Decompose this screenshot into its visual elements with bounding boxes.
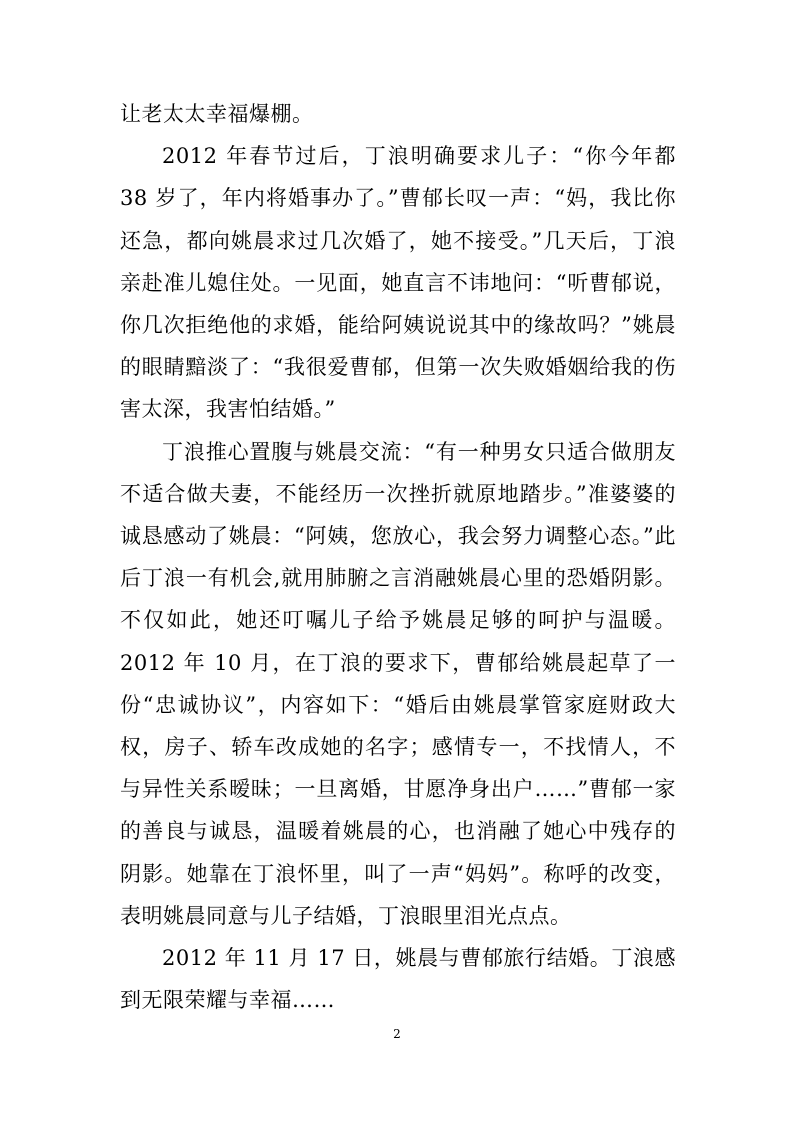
paragraph-loyalty-agreement: 丁浪推心置腹与姚晨交流：“有一种男女只适合做朋友不适合做夫妻，不能经历一次挫折就原地踏步。”准婆婆的诚恳感动了姚晨：“阿姨，您放心，我会努力调整心态。”此后丁浪一有机会,就用肺腑之言消融姚晨心里的恐婚阴影。不仅如此，她还叮嘱儿子给予姚晨足够的呵护与温暖。2012 年 10 月，在丁浪的要求下，曹郁给姚晨起草了一份“忠诚协议”，内容如下：“婚后由姚晨掌管家庭财政大权，房子、轿车改成她的名字；感情专一，不找情人，不与异性关系暧昧；一旦离婚，甘愿净身出户……”曹郁一家的善良与诚恳，温暖着姚晨的心，也消融了她心中残存的阴影。她靠在丁浪怀里，叫了一声“妈妈”。称呼的改变，表明姚晨同意与儿子结婚，丁浪眼里泪光点点。: [120, 439, 676, 928]
paragraph-wedding: 2012 年 11 月 17 日，姚晨与曹郁旅行结婚。丁浪感到无限荣耀与幸福……: [120, 946, 676, 1013]
body-text: [120, 93, 676, 1021]
page-number: 2: [393, 1027, 401, 1041]
paragraph-continuation: 让老太太幸福爆棚。: [120, 102, 314, 126]
paragraph-spring-festival: 2012 年春节过后，丁浪明确要求儿子：“你今年都 38 岁了，年内将婚事办了。”曹郁长叹一声：“妈，我比你还急，都向姚晨求过几次婚了，她不接受。”几天后，丁浪亲赴准儿媳住处。一见面，她直言不讳地问：“听曹郁说，你几次拒绝他的求婚，能给阿姨说说其中的缘故吗？”姚晨的眼睛黯淡了：“我很爱曹郁，但第一次失败婚姻给我的伤害太深，我害怕结婚。”: [120, 144, 676, 422]
